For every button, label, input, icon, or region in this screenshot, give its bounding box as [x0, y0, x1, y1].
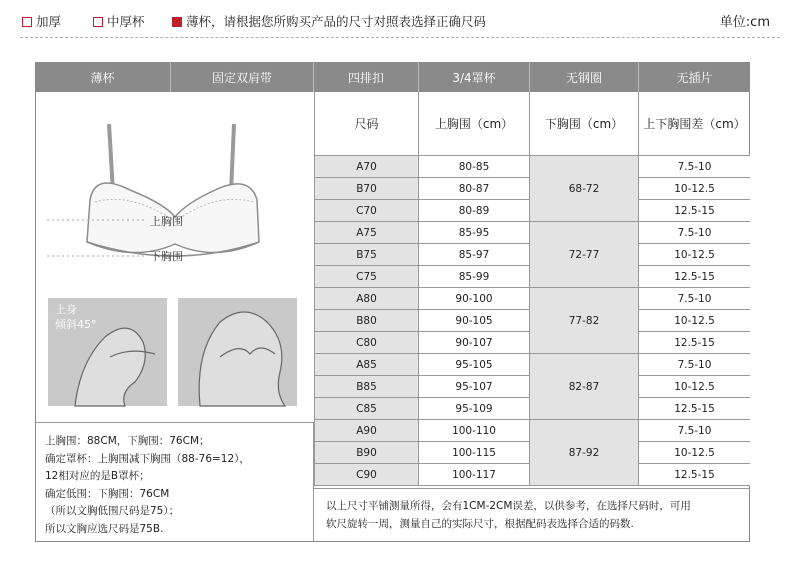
example-line: 确定低围：下胸围：76CM: [45, 487, 170, 500]
example-line: 所以文胸应选尺码是75B.: [45, 522, 164, 535]
cell-size: C70: [314, 200, 419, 222]
cell-size: B90: [314, 442, 419, 464]
cell-lower-group: 72-77: [530, 222, 639, 288]
cell-size: C85: [314, 398, 419, 420]
upper-bust-label: 上胸围: [150, 215, 183, 228]
lean-label-line2: 倾斜45°: [55, 318, 97, 331]
option-medium[interactable]: 中厚杯: [93, 12, 145, 30]
cell-diff: 10-12.5: [639, 442, 750, 464]
cell-size: A70: [314, 156, 419, 178]
col-size: 尺码: [314, 92, 419, 156]
cell-diff: 12.5-15: [639, 464, 750, 486]
example-note: [35, 422, 314, 542]
header-hooks: 四排扣: [314, 62, 419, 92]
cell-lower-group: 77-82: [530, 288, 639, 354]
header-cup-type: 3/4罩杯: [419, 62, 530, 92]
unit-label: 单位:cm: [719, 15, 770, 30]
footnote-line: 以上尺寸平铺测量所得，会有1CM-2CM误差，以供参考，在选择尺码时，可用: [326, 500, 691, 512]
col-upper: 上胸围（cm）: [419, 92, 530, 156]
cell-upper: 80-85: [419, 156, 530, 178]
cell-diff: 7.5-10: [639, 222, 750, 244]
cell-diff: 10-12.5: [639, 178, 750, 200]
cell-diff: 12.5-15: [639, 398, 750, 420]
cell-size: C90: [314, 464, 419, 486]
cell-size: A75: [314, 222, 419, 244]
cell-upper: 80-89: [419, 200, 530, 222]
cell-upper: 90-105: [419, 310, 530, 332]
cell-upper: 85-99: [419, 266, 530, 288]
footnote-line: 软尺旋转一周，测量自己的实际尺寸，根据配码表选择合适的码数.: [326, 518, 634, 530]
option-thick[interactable]: 加厚: [22, 12, 61, 30]
cell-diff: 10-12.5: [639, 310, 750, 332]
cell-diff: 12.5-15: [639, 200, 750, 222]
option-thin-selected[interactable]: 薄杯，请根据您所购买产品的尺寸对照表选择正确尺码: [172, 12, 486, 30]
example-line: 12相对应的是B罩杯；: [45, 470, 150, 482]
cell-upper: 100-110: [419, 420, 530, 442]
cell-upper: 90-107: [419, 332, 530, 354]
header-insert: 无插片: [639, 62, 750, 92]
cell-upper: 95-109: [419, 398, 530, 420]
col-diff: 上下胸围差（cm）: [639, 92, 750, 156]
cell-upper: 100-115: [419, 442, 530, 464]
cell-lower-group: 87-92: [530, 420, 639, 486]
cell-upper: 80-87: [419, 178, 530, 200]
cell-size: B80: [314, 310, 419, 332]
example-line: 上胸围：88CM，下胸围：76CM；: [45, 435, 210, 447]
bra-illustration-panel: [35, 92, 314, 422]
cell-size: B75: [314, 244, 419, 266]
cell-upper: 85-95: [419, 222, 530, 244]
checkbox-icon: [93, 17, 103, 27]
example-line: 确定罩杯：上胸围减下胸围（88-76=12），: [45, 452, 250, 465]
cell-diff: 7.5-10: [639, 420, 750, 442]
cell-upper: 100-117: [419, 464, 530, 486]
header-thin-cup: 薄杯: [35, 62, 171, 92]
cell-size: C75: [314, 266, 419, 288]
bra-illustration: [35, 92, 314, 422]
checkbox-icon: [22, 17, 32, 27]
header-strap: 固定双肩带: [171, 62, 314, 92]
cell-size: B70: [314, 178, 419, 200]
cell-diff: 7.5-10: [639, 156, 750, 178]
cell-lower-group: 82-87: [530, 354, 639, 420]
lean-label-line1: 上身: [55, 303, 77, 316]
divider: [20, 37, 780, 38]
cell-diff: 10-12.5: [639, 244, 750, 266]
cell-diff: 10-12.5: [639, 376, 750, 398]
col-lower: 下胸围（cm）: [530, 92, 639, 156]
example-line: （所以文胸低围尺码是75）；: [45, 505, 180, 517]
lower-bust-label: 下胸围: [150, 250, 183, 263]
cell-diff: 7.5-10: [639, 354, 750, 376]
cell-size: C80: [314, 332, 419, 354]
cell-diff: 12.5-15: [639, 332, 750, 354]
cell-upper: 95-105: [419, 354, 530, 376]
checkbox-checked-icon: [172, 17, 182, 27]
measurement-footnote: [314, 488, 750, 542]
cell-upper: 90-100: [419, 288, 530, 310]
cell-upper: 95-107: [419, 376, 530, 398]
header-wire: 无钢圈: [530, 62, 639, 92]
cell-upper: 85-97: [419, 244, 530, 266]
cell-size: A80: [314, 288, 419, 310]
cell-size: A85: [314, 354, 419, 376]
top-bar: [0, 0, 790, 38]
cell-size: A90: [314, 420, 419, 442]
cell-lower-group: 68-72: [530, 156, 639, 222]
cell-diff: 12.5-15: [639, 266, 750, 288]
cell-diff: 7.5-10: [639, 288, 750, 310]
cell-size: B85: [314, 376, 419, 398]
